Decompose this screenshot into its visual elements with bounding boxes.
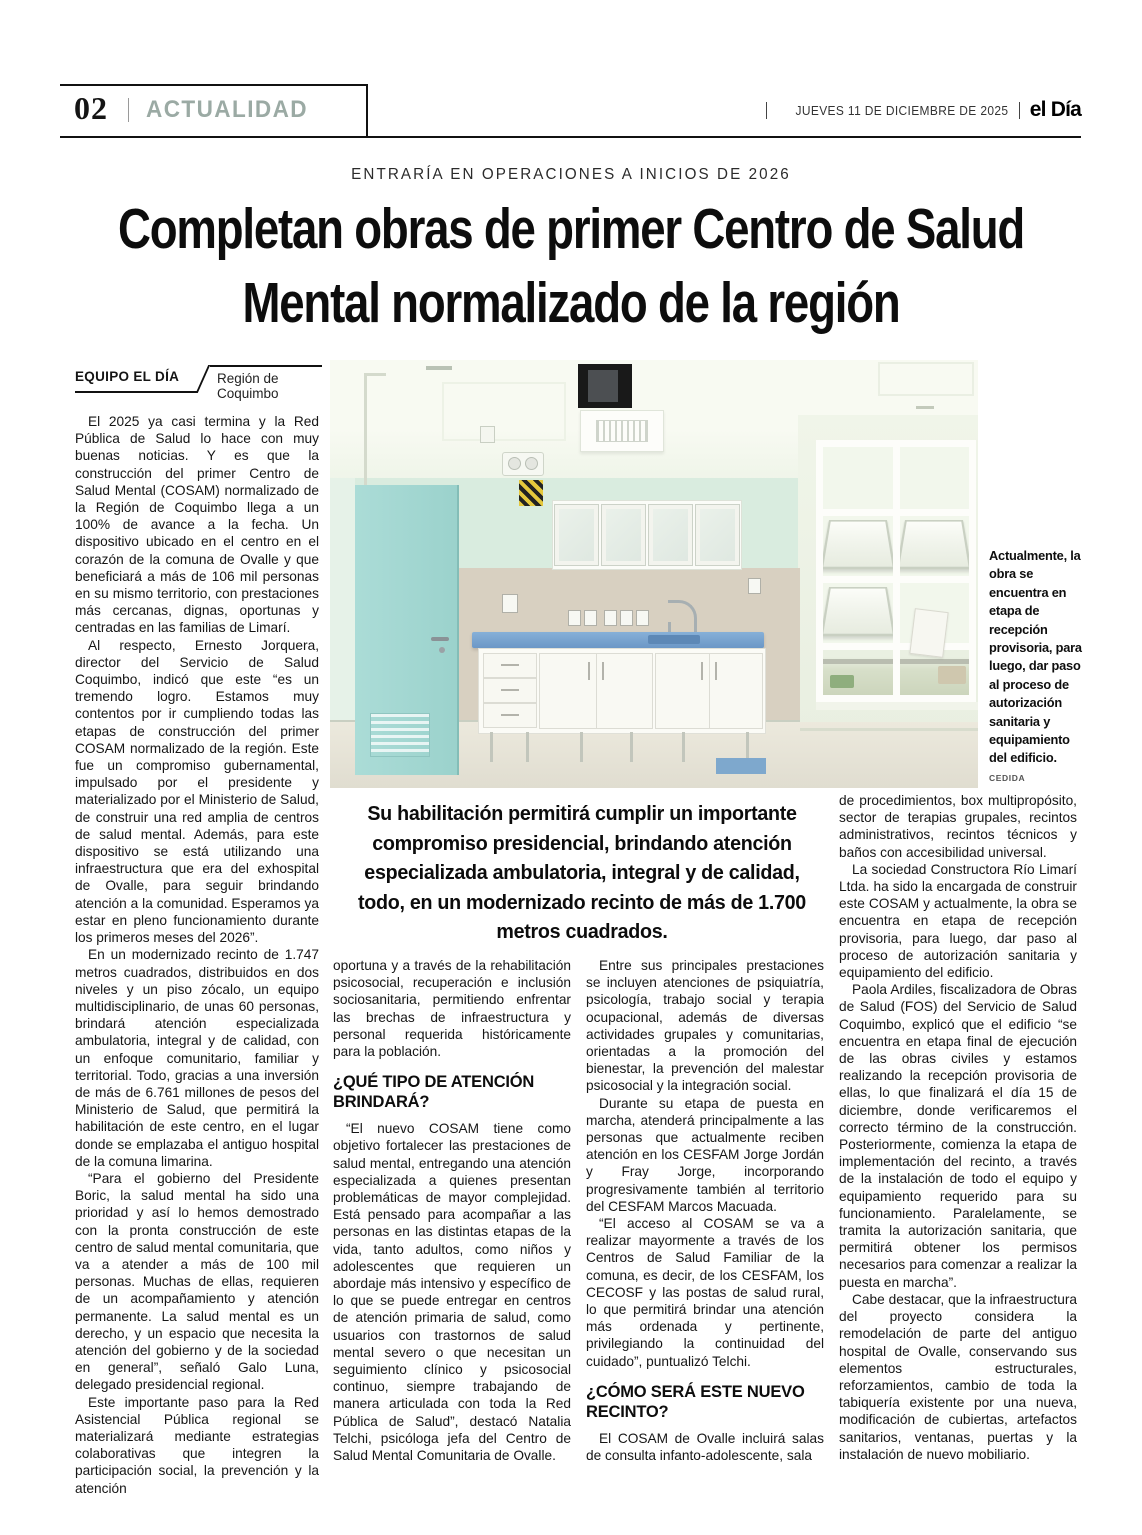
- photo-ceiling-opening-panel: [588, 370, 618, 402]
- masthead-brand-separator: [1019, 102, 1020, 119]
- photo-outlet: [568, 610, 581, 626]
- photo-ceiling-panel: [442, 382, 566, 441]
- photo-blue-floor-mat: [716, 758, 766, 774]
- photo-window-pane: [900, 516, 970, 576]
- article-headline: [114, 192, 1028, 340]
- photo-paper-on-glass: [909, 608, 948, 658]
- photo-door-lock: [439, 647, 445, 653]
- body-paragraph: Paola Ardiles, fiscalizadora de Obras de Salud (FOS) del Servicio de Salud Coquimbo, explicó que el edificio “se encuentra en etapa final de ejecución de las obras civiles y estamos realizando la recepción provisoria de ellas, lo que finalizará el día 15 de diciembre, donde verificaremos el correcto término de la construcción. Posteriormente, comienza la etapa de implementación del recinto, a través de la instalación de todo el equipo y equipamiento requerido para su funcionamiento. Paralelamente, se tramita la autorización sanitaria, que permitirá obtener los permisos necesarios para comenzar a realizar la puesta en marcha”.: [839, 982, 1077, 1290]
- headline-line-2: Mental normalizado de la región: [242, 271, 900, 335]
- photo-caption: Actualmente, la obra se encuentra en etapa de recepción provisoria, para luego, dar paso al proceso de autorización sanitaria y equipamiento del edificio.: [989, 548, 1082, 766]
- article-kicker: ENTRARÍA EN OPERACIONES A INICIOS DE 2026: [351, 166, 791, 183]
- body-paragraph: El 2025 ya casi termina y la Red Pública de Salud lo hace con muy buenas noticias. Y es que la construcción del primer Centro de Salud Mental (COSAM) normalizado de la Región de Coquimbo llega a un 100% de avance a la fecha. Un dispositivo ubicado en el centro en el corazón de la comuna de Ovalle y que beneficiará a más de 106 mil personas en su mismo territorio, con prestaciones más cercanas, dignas, oportunas y centradas en las familias de Limarí.: [75, 414, 319, 636]
- masthead-rule-vertical: [366, 84, 368, 138]
- photo-ac-cassette: [580, 410, 664, 452]
- photo-outlet: [636, 610, 649, 626]
- photo-window-wall: [816, 440, 976, 702]
- photo-conduit-elbow: [364, 373, 386, 376]
- byline-slash: [196, 365, 210, 393]
- photo-sink: [648, 635, 700, 644]
- photo-window-pane-outside-view: [823, 650, 893, 695]
- photo-ceiling-opening: [578, 364, 632, 408]
- photo-drawer-unit: [483, 653, 535, 727]
- body-column-3: [586, 957, 824, 1464]
- photo-cabinet-leg: [630, 732, 633, 762]
- photo-cabinet-glass-door: [696, 505, 739, 565]
- photo-window-pane: [823, 516, 893, 576]
- photo-light-switch: [480, 426, 495, 443]
- pull-quote: Su habilitación permitirá cumplir un importante compromiso presidencial, brindando atención especializada ambulatoria, integral y de calidad, todo, en un modernizado recinto de más de 1.700 metros cuadrados.: [358, 802, 806, 943]
- body-paragraph: “El nuevo COSAM tiene como objetivo fortalecer las prestaciones de salud mental, entregando una atención especializada a quienes presentan problemáticas de mayor complejidad. Está pensado para acompañar a las personas en las distintas etapas de la vida, tanto adultos, como niños y adolescentes que requieren un abordaje más intensivo y específico de lo que se puede entregar en centros de atención primaria de salud, como usuarios con trastornos de salud mental severo o que necesitan un seguimiento clínico y psicosocial continuo, siempre trabajando de manera articulada con toda la Red Pública de Salud”, destacó Natalia Telchi, psicóloga jefa del Centro de Salud Mental Comunitaria de Ovalle.: [333, 1121, 571, 1464]
- photo-cabinet-door-divider: [596, 654, 597, 728]
- photo-outside-machine: [830, 675, 854, 689]
- photo-cabinet-handle: [588, 662, 590, 680]
- photo-emergency-lamp: [508, 457, 521, 470]
- photo-drawer: [483, 703, 537, 728]
- photo-drawer-handle: [501, 689, 519, 691]
- masthead-rule-top: [60, 84, 366, 86]
- masthead-date-separator: [766, 102, 767, 119]
- photo-outlet: [748, 578, 761, 594]
- body-paragraph: La sociedad Constructora Río Limarí Ltda. ha sido la encargada de construir este COSAM y actualmente, la obra se encuentra en etapa de recepción provisoria, para luego, dar paso al proceso de autorización sanitaria y equipamiento del edificio.: [839, 861, 1077, 981]
- byline-rule-left: [75, 391, 197, 393]
- photo-outside-building: [938, 666, 966, 684]
- body-paragraph: “El acceso al COSAM se va a realizar mayormente a través de los Centros de Salud Familiar de la comuna, es decir, de los CESFAM, los CECOSF y las postas de salud rural, lo que permitirá brindar una atención más ordenada y pertinente, privilegiando la continuidad del cuidado”, puntualizó Telchi.: [586, 1216, 824, 1369]
- photo-outlet: [620, 610, 633, 626]
- photo-cabinet-leg: [682, 732, 685, 762]
- photo-drawer: [483, 653, 537, 678]
- photo-teal-door: [355, 485, 459, 775]
- photo-cabinet-leg: [580, 732, 583, 762]
- photo-cabinet-glass-door: [649, 505, 692, 565]
- photo-door-vent: [370, 713, 430, 757]
- section-title: ACTUALIDAD: [146, 96, 308, 123]
- masthead-rule-bottom: [60, 136, 1081, 138]
- body-column-4: [839, 792, 1077, 1463]
- newspaper-brand: el Día: [1029, 98, 1081, 121]
- body-paragraph: Cabe destacar, que la infraestructura del proyecto considera la remodelación de parte del antiguo hospital de Ovalle, conservando sus elementos estructurales, reforzamientos, cambio de toda la tabiquería existente por una nueva, modificación de cubiertas, artefactos sanitarios, ventanas, puertas y la instalación de nuevo mobiliario.: [839, 1291, 1077, 1462]
- photo-open-awning-sash: [823, 520, 893, 570]
- body-paragraph: Durante su etapa de puesta en marcha, atenderá principalmente a las personas que actualmente reciben atención en los CESFAM Jorge Jordán y Fray Jorge, incorporando progresivamente también al territorio del CESFAM Marcos Macuada.: [586, 1095, 824, 1214]
- photo-cabinet-handle: [715, 662, 717, 680]
- photo-outside-structure: [900, 659, 970, 664]
- photo-cabinet-leg: [526, 732, 529, 762]
- headline-line-1: Completan obras de primer Centro de Salud: [117, 197, 1025, 261]
- body-paragraph: Este importante paso para la Red Asistencial Pública regional se materializará mediante estrategias colaborativas que integren la participación social, la prevención y la atención: [75, 1394, 319, 1496]
- byline: [75, 362, 335, 401]
- photo-door-handle: [431, 637, 449, 641]
- photo-caption-block: [989, 547, 1086, 783]
- photo-cabinet-handle: [602, 662, 604, 680]
- article-photo: [330, 360, 978, 788]
- photo-cabinet-handle: [701, 662, 703, 680]
- masthead-separator: [128, 98, 129, 122]
- body-paragraph: de procedimientos, box multipropósito, sector de terapias grupales, recintos administrativos, recintos técnicos y baños con accesibilidad universal.: [839, 793, 1077, 860]
- photo-upper-cabinets: [552, 500, 742, 570]
- photo-outlet: [502, 594, 518, 613]
- photo-emergency-lamp: [525, 457, 538, 470]
- body-paragraph: oportuna y a través de la rehabilitación psicosocial, recuperación e inclusión sociosanitaria, permitiendo enfrentar las brechas de infraestructura y personal requerida históricamente para la población.: [333, 958, 571, 1060]
- photo-credit: CEDIDA: [989, 772, 1026, 783]
- photo-drawer-handle: [501, 664, 519, 666]
- photo-drawer: [483, 678, 537, 703]
- photo-drawer-handle: [501, 714, 519, 716]
- photo-window-sill: [816, 702, 978, 710]
- photo-warning-sign: [519, 480, 543, 506]
- byline-rule-right: [210, 365, 322, 367]
- column-subhead: ¿CÓMO SERÁ ESTE NUEVO RECINTO?: [586, 1382, 805, 1421]
- photo-ceiling-panel: [878, 362, 974, 396]
- edition-date: JUEVES 11 DE DICIEMBRE DE 2025: [795, 102, 1009, 118]
- page-number: 02: [74, 90, 108, 126]
- photo-window-pane: [823, 447, 893, 509]
- photo-cabinet-leg: [490, 732, 493, 762]
- masthead-right: [766, 98, 1081, 122]
- byline-location: Región de Coquimbo: [217, 371, 279, 401]
- body-paragraph: En un modernizado recinto de 1.747 metros cuadrados, distribuidos en dos niveles y un piso zócalo, un equipo multidisciplinario, de unas 60 personas, brindará atención especializada ambulatoria, integral y de calidad, con un enfoque comunitario, familiar y territorial. Todo, gracias a una inversión de más de 6.761 millones de pesos del Ministerio de Salud, que permitirá la habilitación de este centro, en el lugar donde se emplazaba el antiguo hospital de la comuna limarina.: [75, 947, 319, 1169]
- body-paragraph: El COSAM de Ovalle incluirá salas de consulta infanto-adolescente, sala: [586, 1430, 824, 1464]
- photo-cabinet-door-divider: [709, 654, 710, 728]
- photo-outside-structure: [823, 659, 893, 664]
- photo-window-pane: [823, 583, 893, 643]
- column-subhead: ¿QUÉ TIPO DE ATENCIÓN BRINDARÁ?: [333, 1073, 535, 1112]
- photo-outlet: [604, 610, 617, 626]
- photo-ceiling-vent: [426, 366, 452, 370]
- photo-open-awning-sash: [900, 520, 970, 570]
- photo-emergency-light: [502, 452, 544, 476]
- photo-outlet: [584, 610, 597, 626]
- photo-conduit-pipe: [364, 375, 367, 490]
- photo-cabinet-glass-door: [555, 505, 598, 565]
- photo-skirting-right: [800, 728, 978, 731]
- body-paragraph: Al respecto, Ernesto Jorquera, director del Servicio de Salud Coquimbo, indicó que este “es un tremendo logro. Estamos muy contentos por ir cumpliendo todas las etapas de construcción del primer COSAM normalizado de la región. Este fue un compromiso gubernamental, impulsado por el presidente y materializado por el Ministerio de Salud, de construir una red amplia de centros de salud mental. Además, para este dispositivo se está utilizando una infraestructura que era del exhospital de Ovalle, para seguir brindando atención a la comunidad. Esperamos ya estar en pleno funcionamiento durante los primeros meses del 2026”.: [75, 637, 319, 946]
- photo-cabinet-doors: [539, 653, 653, 729]
- photo-ac-grille: [596, 420, 648, 442]
- photo-cabinet-doors: [655, 653, 763, 729]
- photo-wall-left: [330, 478, 355, 728]
- photo-ceiling-vent: [916, 406, 934, 409]
- photo-cabinet-glass-door: [602, 505, 645, 565]
- photo-window-pane: [900, 447, 970, 509]
- body-column-2: [333, 957, 571, 1464]
- byline-author: EQUIPO EL DÍA: [75, 369, 180, 384]
- photo-base-cabinets: [478, 648, 766, 734]
- body-paragraph: Entre sus principales prestaciones se incluyen atenciones de psiquiatría, psicología, trabajo social y terapia ocupacional, además de diversas actividades grupales y comunitarias, orientadas a la promoción del bienestar, la prevención del malestar psicosocial y la integración social.: [586, 958, 824, 1094]
- body-column-1: [75, 413, 319, 1497]
- photo-open-awning-sash: [823, 587, 893, 637]
- body-paragraph: “Para el gobierno del Presidente Boric, la salud mental ha sido una prioridad y así lo hemos demostrado con la pronta construcción de este centro de salud mental comunitaria, que va a atender a más de 100 mil personas. Muchas de ellas, requieren de un acompañamiento y atención permanente. La salud mental es un derecho, y un espacio que necesita la atención del gobierno y de la sociedad en general”, señaló Galo Luna, delegado presidencial regional.: [75, 1170, 319, 1393]
- photo-counter-blue: [472, 632, 764, 648]
